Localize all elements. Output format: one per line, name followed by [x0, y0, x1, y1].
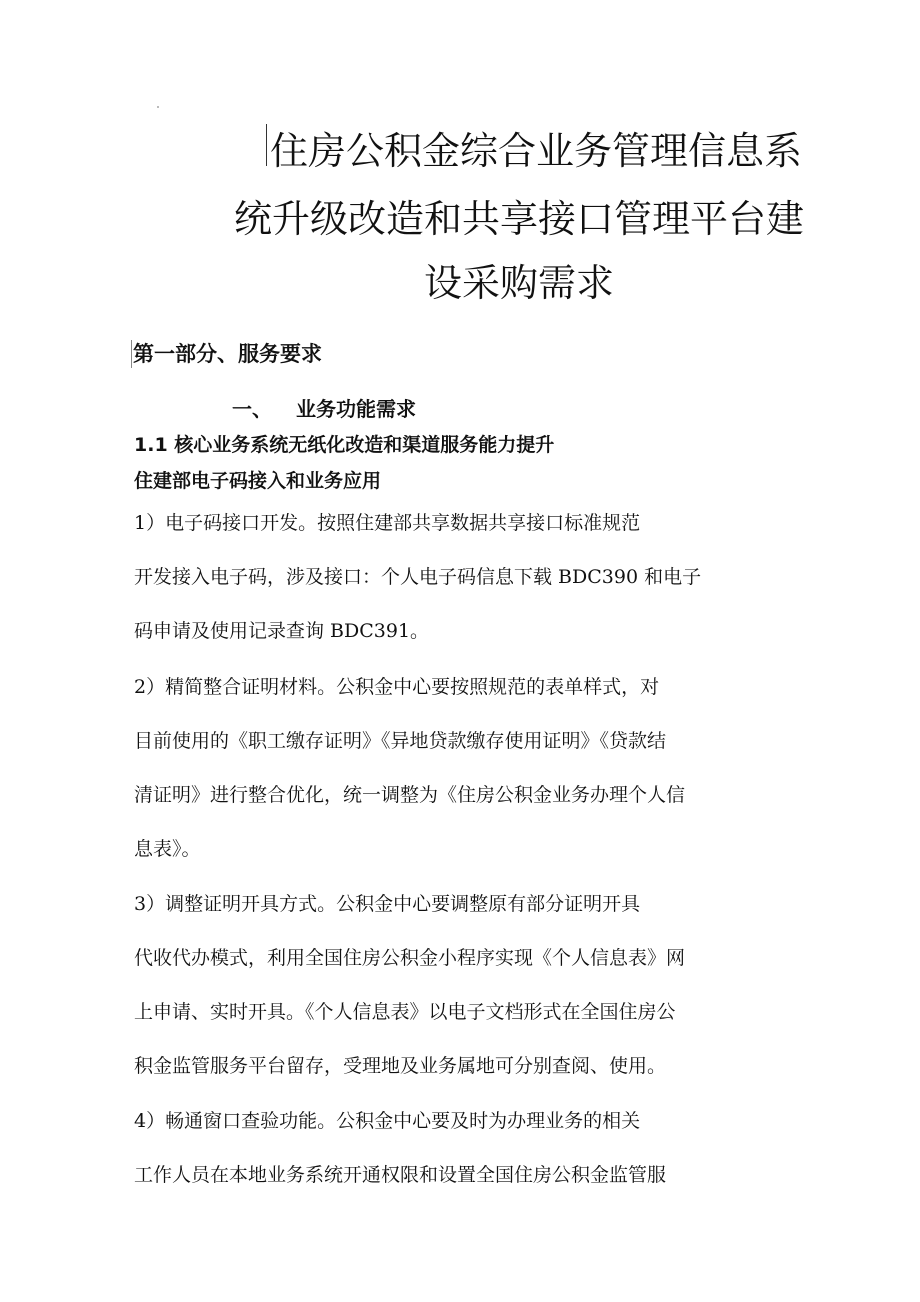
stray-dot — [157, 106, 159, 108]
paragraph-2 — [134, 660, 754, 876]
title-line-1: 住房公积金综合业务管理信息系 — [270, 129, 803, 173]
paragraph-line: 上申请、实时开具。《个人信息表》以电子文档形式在全国住房公 — [134, 1001, 676, 1023]
paragraph-line: 1）电子码接口开发。按照住建部共享数据共享接口标准规范 — [134, 512, 641, 534]
title-line-3: 设采购需求 — [424, 261, 615, 305]
paragraph-line: 工作人员在本地业务系统开通权限和设置全国住房公积金监管服 — [134, 1164, 667, 1186]
heading-number: 一、 — [232, 397, 272, 421]
paragraph-line: 积金监管服务平台留存，受理地及业务属地可分别查阅、使用。 — [134, 1055, 667, 1077]
paragraph-line: 3）调整证明开具方式。公积金中心要调整原有部分证明开具 — [134, 893, 641, 915]
paragraph-line: 目前使用的《职工缴存证明》《异地贷款缴存使用证明》《贷款结 — [134, 730, 667, 752]
paragraph-line: 2）精简整合证明材料。公积金中心要按照规范的表单样式，对 — [134, 676, 660, 698]
heading-level-1 — [232, 393, 416, 422]
section-marker — [131, 340, 132, 368]
paragraph-4 — [134, 1094, 754, 1202]
heading-text: 业务功能需求 — [296, 397, 416, 421]
paragraph-line: 4）畅通窗口查验功能。公积金中心要及时为办理业务的相关 — [134, 1110, 641, 1132]
title-line-2: 统升级改造和共享接口管理平台建 — [234, 197, 805, 241]
section-title: 第一部分、服务要求 — [133, 342, 322, 366]
subheading: 住建部电子码接入和业务应用 — [134, 470, 382, 492]
paragraph-line: 清证明》进行整合优化，统一调整为《住房公积金业务办理个人信 — [134, 784, 686, 806]
paragraph-line: 开发接入电子码，涉及接口：个人电子码信息下载 BDC390 和电子 — [134, 566, 702, 588]
paragraph-line: 码申请及使用记录查询 BDC391。 — [134, 620, 430, 642]
paragraph-line: 代收代办模式，利用全国住房公积金小程序实现《个人信息表》网 — [134, 947, 686, 969]
paragraph-line: 息表》。 — [134, 838, 201, 860]
paragraph-3 — [134, 877, 754, 1093]
heading-level-2: 1.1 核心业务系统无纸化改造和渠道服务能力提升 — [134, 434, 555, 456]
text-cursor — [266, 124, 267, 166]
paragraph-1 — [134, 496, 754, 658]
